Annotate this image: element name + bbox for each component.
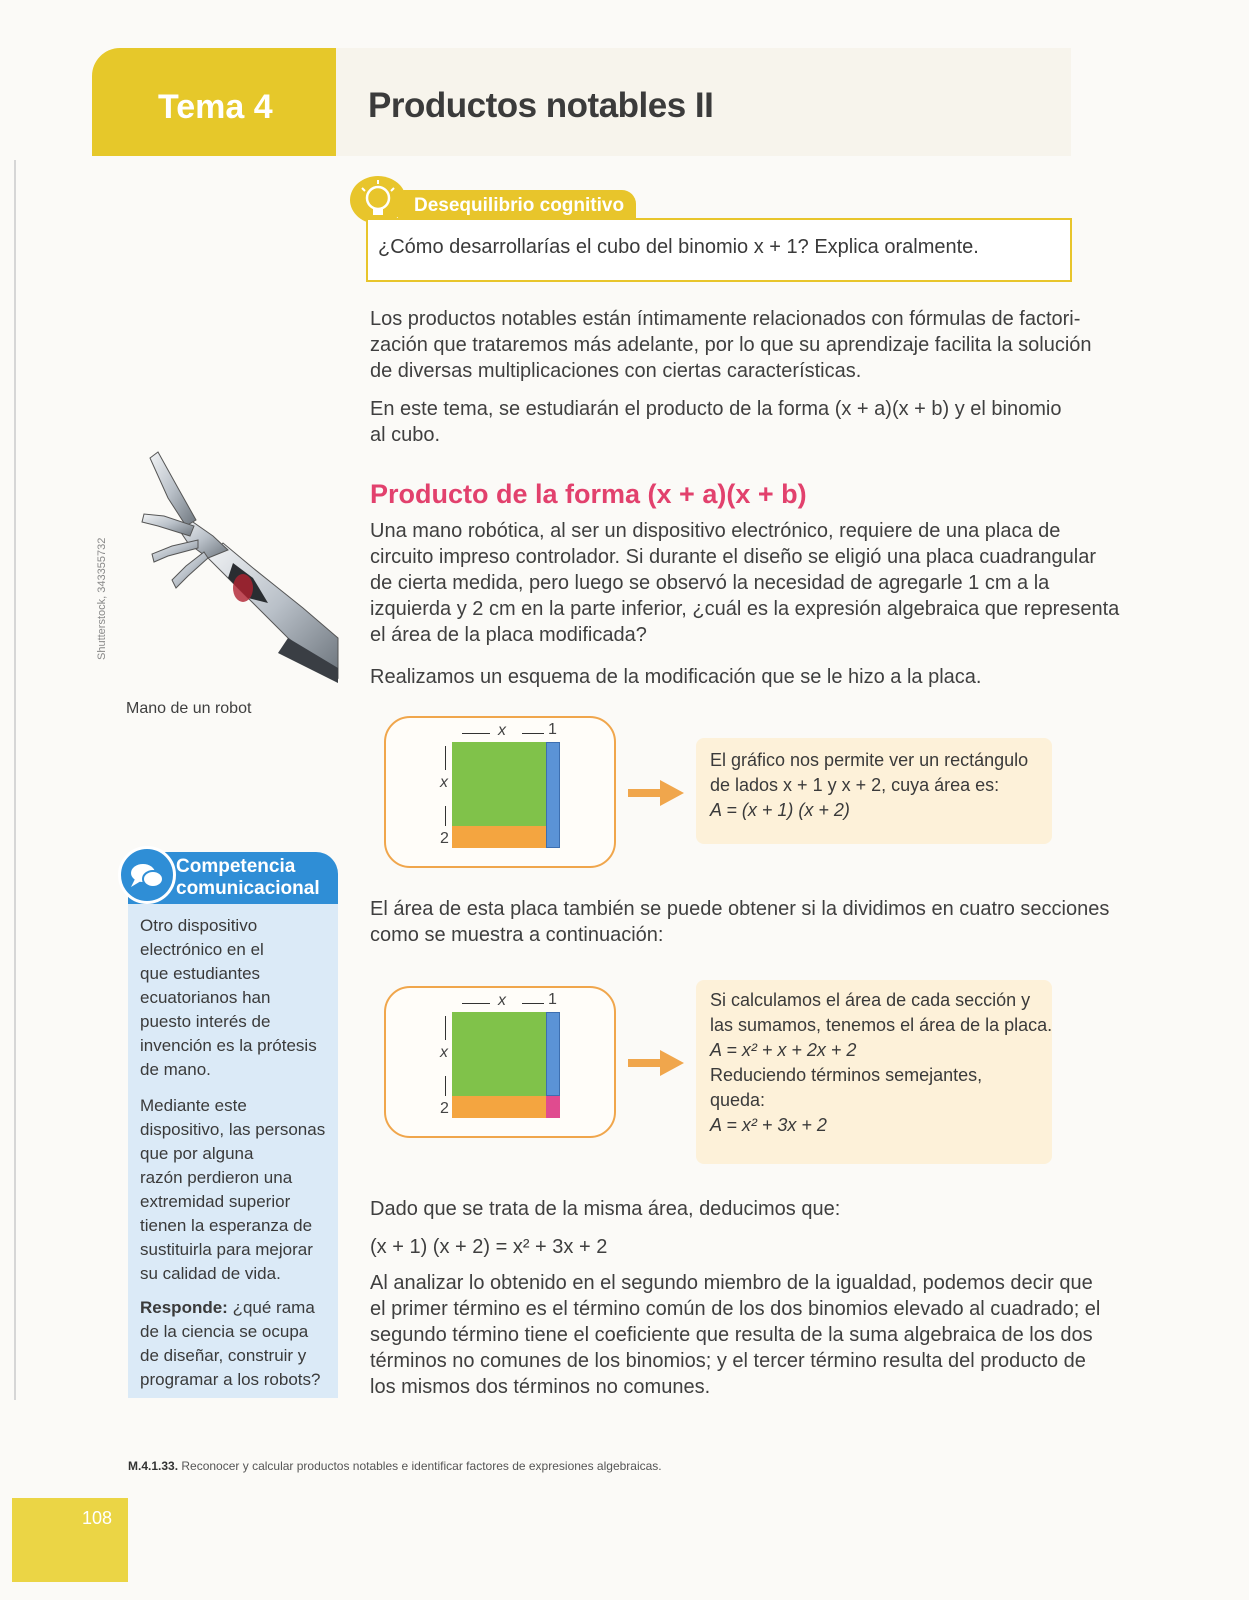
info-line: queda:	[710, 1090, 766, 1110]
comp-line: programar a los robots?	[140, 1370, 321, 1389]
info-formula: A = (x + 1) (x + 2)	[710, 800, 850, 820]
dimension-line	[462, 1003, 490, 1004]
diagram-2-label-x-top: x	[498, 992, 506, 1009]
arrow-right-icon	[628, 1048, 684, 1078]
comp-line: de diseñar, construir y	[140, 1346, 307, 1365]
diagram-2-label-2: 2	[440, 1100, 449, 1117]
info-line: las sumamos, tenemos el área de la placa.	[710, 1015, 1053, 1035]
info-line: Si calculamos el área de cada sección y	[710, 990, 1031, 1010]
skill-code: M.4.1.33.	[128, 1459, 179, 1473]
info-line: Reduciendo términos semejantes,	[710, 1065, 983, 1085]
comp-line: extremidad superior	[140, 1192, 291, 1211]
arrow-right-icon	[628, 778, 684, 808]
section-line: circuito impreso controlador. Si durante el diseño se eligió una placa cuadrangular	[370, 546, 1096, 568]
section-paragraph-3	[370, 896, 1109, 948]
competencia-title-line-1: Competencia	[176, 856, 296, 877]
comp-line: ecuatorianos han	[140, 988, 271, 1007]
comp-line: de la ciencia se ocupa	[140, 1322, 309, 1341]
page-number: 108	[82, 1508, 113, 1528]
diagram-1-square-x	[452, 742, 546, 826]
comp-line: electrónico en el	[140, 940, 264, 959]
section-paragraph-1	[370, 518, 1119, 648]
comp-line: puesto interés de	[140, 1012, 271, 1031]
dimension-line	[445, 806, 446, 826]
competencia-title-line-2: comunicacional	[176, 878, 320, 899]
comp-line: sustituirla para mejorar	[140, 1240, 313, 1259]
section-paragraph-2: Realizamos un esquema de la modificación que se le hizo a la placa.	[370, 666, 982, 688]
tema-label: Tema 4	[158, 88, 273, 126]
section-line: segundo término tiene el coeficiente que resulta de la suma algebraica de los dos	[370, 1324, 1093, 1346]
footer-skill	[128, 1459, 662, 1473]
section-line: términos no comunes de los binomios; y el tercer término resulta del producto de	[370, 1350, 1086, 1372]
comp-line: tienen la esperanza de	[140, 1216, 313, 1235]
comp-line: invención es la prótesis	[140, 1036, 317, 1055]
comp-line: que estudiantes	[140, 964, 261, 983]
robot-credit: Shutterstock, 343355732	[96, 537, 108, 660]
comp-line: de mano.	[140, 1060, 211, 1079]
comp-line: dispositivo, las personas	[140, 1120, 326, 1139]
section-line: El área de esta placa también se puede obtener si la dividimos en cuatro secciones	[370, 898, 1110, 920]
intro-paragraph-1	[370, 306, 1092, 384]
dimension-line	[445, 1076, 446, 1096]
section-line: como se muestra a continuación:	[370, 924, 664, 946]
section-line: el primer término es el término común de los dos binomios elevado al cuadrado; el	[370, 1298, 1101, 1320]
section-line: Una mano robótica, al ser un dispositivo electrónico, requiere de una placa de	[370, 520, 1061, 542]
robot-hand-image	[128, 438, 340, 684]
info-line: El gráfico nos permite ver un rectángulo	[710, 750, 1029, 770]
skill-text: Reconocer y calcular productos notables e identificar factores de expresiones algebraicas.	[178, 1459, 662, 1473]
dimension-line	[462, 733, 490, 734]
comp-line: Otro dispositivo	[140, 916, 258, 935]
dimension-line	[445, 746, 446, 770]
equation: (x + 1) (x + 2) = x² + 3x + 2	[370, 1236, 608, 1258]
section-line: Al analizar lo obtenido en el segundo miembro de la igualdad, podemos decir que	[370, 1272, 1093, 1294]
diagram-1-label-x-left: x	[440, 774, 448, 791]
intro-line: al cubo.	[370, 424, 441, 446]
diagram-2-corner	[546, 1096, 560, 1118]
info-formula: A = x² + 3x + 2	[710, 1115, 827, 1135]
section-line: de cierta medida, pero luego se observó la necesidad de agregarle 1 cm a la	[370, 572, 1050, 594]
comp-line: que por alguna	[140, 1144, 254, 1163]
section-heading: Producto de la forma (x + a)(x + b)	[370, 479, 807, 509]
dimension-line	[445, 1016, 446, 1040]
comp-line: su calidad de vida.	[140, 1264, 281, 1283]
section-line: el área de la placa modificada?	[370, 624, 647, 646]
chat-bubbles-icon	[118, 846, 176, 904]
competencia-paragraph-3	[140, 1296, 334, 1392]
info-formula: A = x² + x + 2x + 2	[710, 1040, 857, 1060]
page-edge-line	[14, 160, 16, 1400]
dimension-line	[522, 733, 544, 734]
diagram-1-label-x-top: x	[498, 722, 506, 739]
desequilibrio-question: ¿Cómo desarrollarías el cubo del binomio x + 1? Explica oralmente.	[378, 236, 979, 258]
section-line: los mismos dos términos no comunes.	[370, 1376, 711, 1398]
info-box-2	[696, 980, 1052, 1164]
responde-text: ¿qué rama	[227, 1298, 315, 1317]
diagram-1-strip-2	[452, 826, 546, 848]
robot-caption: Mano de un robot	[126, 700, 252, 717]
section-paragraph-4: Dado que se trata de la misma área, deducimos que:	[370, 1198, 841, 1220]
intro-line: Los productos notables están íntimamente relacionados con fórmulas de factori-	[370, 308, 1081, 330]
diagram-2-strip-2	[452, 1096, 546, 1118]
comp-line: razón perdieron una	[140, 1168, 293, 1187]
page-title: Productos notables II	[368, 86, 714, 125]
diagram-2-label-x-left: x	[440, 1044, 448, 1061]
desequilibrio-label: Desequilibrio cognitivo	[414, 195, 625, 216]
diagram-1-strip-1	[546, 742, 560, 848]
competencia-paragraph-2	[140, 1094, 334, 1286]
info-line: de lados x + 1 y x + 2, cuya área es:	[710, 775, 1000, 795]
dimension-line	[522, 1003, 544, 1004]
diagram-2-label-1: 1	[548, 991, 557, 1008]
intro-line: En este tema, se estudiarán el producto de la forma (x + a)(x + b) y el binomio	[370, 398, 1062, 420]
diagram-2-square-x	[452, 1012, 546, 1096]
section-paragraph-5	[370, 1270, 1100, 1400]
diagram-1-label-2: 2	[440, 830, 449, 847]
comp-line: Mediante este	[140, 1096, 247, 1115]
info-box-1	[696, 738, 1052, 844]
intro-line: zación que trataremos más adelante, por lo que su aprendizaje facilita la solución	[370, 334, 1092, 356]
section-line: izquierda y 2 cm en la parte inferior, ¿cuál es la expresión algebraica que representa	[370, 598, 1120, 620]
competencia-title	[176, 856, 320, 900]
comp-line	[140, 1296, 334, 1320]
competencia-paragraph-1	[140, 914, 334, 1082]
intro-line: de diversas multiplicaciones con ciertas características.	[370, 360, 862, 382]
responde-label: Responde:	[140, 1298, 228, 1317]
diagram-1-label-1: 1	[548, 721, 557, 738]
intro-paragraph-2	[370, 396, 1061, 448]
diagram-2-strip-1	[546, 1012, 560, 1096]
lightbulb-icon	[350, 176, 406, 224]
